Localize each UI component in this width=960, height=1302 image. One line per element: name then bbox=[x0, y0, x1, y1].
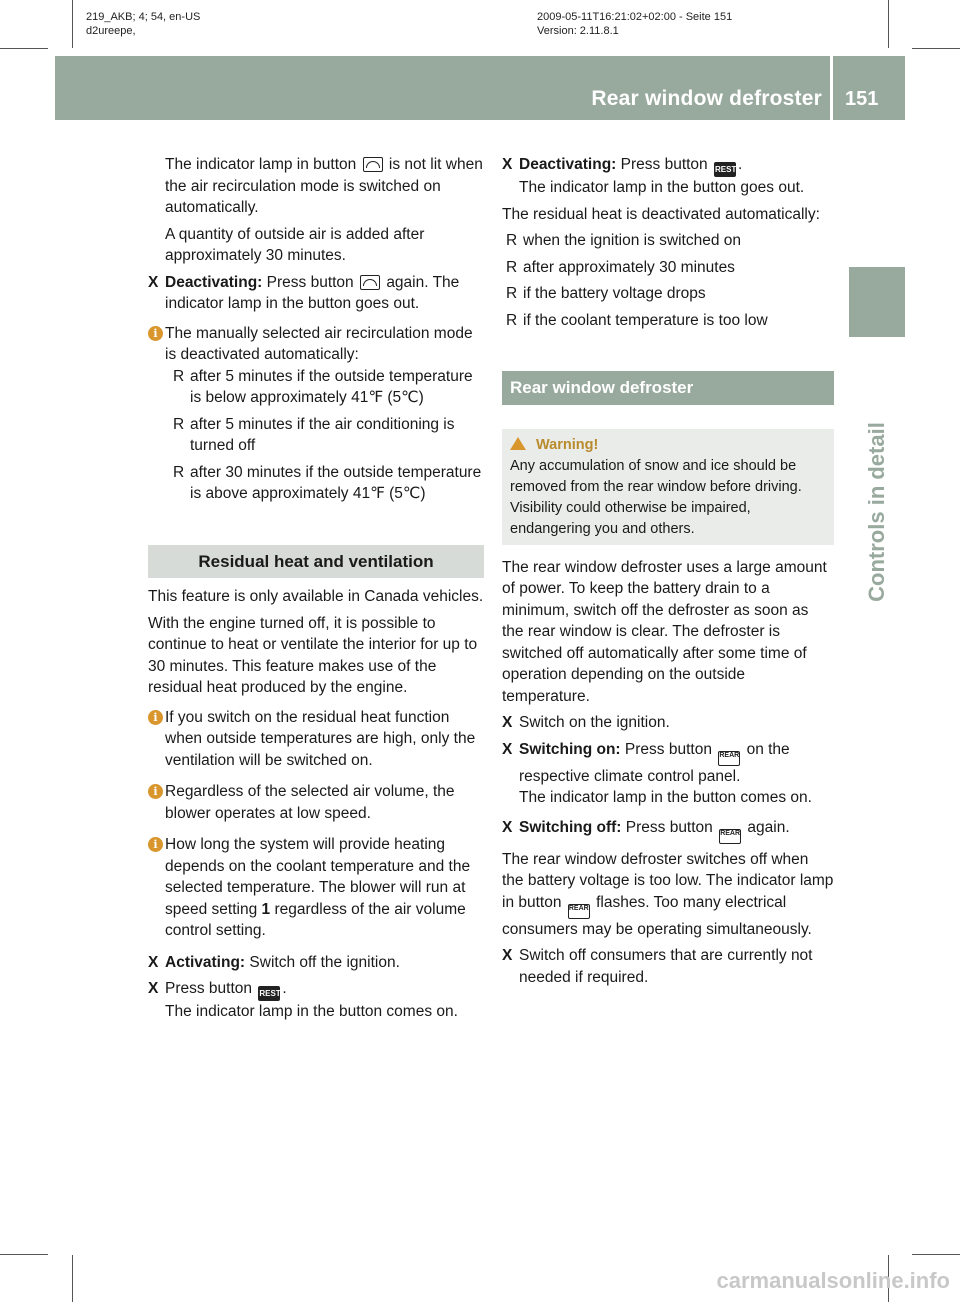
text: if the battery voltage drops bbox=[523, 285, 706, 302]
text: if the coolant temperature is too low bbox=[523, 311, 768, 329]
step-marker-icon: X bbox=[502, 740, 513, 758]
text: Press button bbox=[624, 740, 712, 758]
crop-mark bbox=[912, 1254, 960, 1255]
paragraph bbox=[148, 154, 484, 219]
step-marker-icon: X bbox=[502, 714, 513, 731]
speed-setting: 1 bbox=[261, 900, 271, 918]
info-icon: i bbox=[148, 784, 163, 799]
info-icon: i bbox=[148, 710, 163, 725]
text: Press button bbox=[625, 818, 713, 836]
rest-button-icon: REST bbox=[258, 986, 280, 1001]
list-item bbox=[506, 257, 834, 279]
page-title: Rear window defroster bbox=[591, 87, 822, 110]
chapter-label-text: Controls in detail bbox=[864, 422, 889, 602]
paragraph: The residual heat is deactivated automatically: bbox=[502, 205, 820, 223]
text: after approximately 30 minutes bbox=[523, 258, 735, 276]
text: again. bbox=[747, 818, 790, 836]
list-item bbox=[506, 310, 834, 332]
bullet-icon: R bbox=[506, 285, 518, 302]
text: The indicator lamp in the button comes on. bbox=[519, 789, 812, 806]
info-note bbox=[148, 834, 484, 942]
bullet-icon: R bbox=[173, 463, 185, 481]
page-number: 151 bbox=[845, 88, 879, 110]
bullet-icon: R bbox=[506, 311, 518, 329]
text: If you switch on the residual heat function when outside temperatures are high, only the ventilation will be switched on. bbox=[165, 708, 476, 769]
rear-defroster-button-icon: REAR bbox=[719, 829, 741, 844]
section-heading: Residual heat and ventilation bbox=[148, 545, 484, 579]
info-icon: i bbox=[148, 837, 163, 852]
step-item bbox=[148, 272, 484, 315]
text: after 5 minutes if the air conditioning is turned off bbox=[190, 415, 455, 454]
text: How long the system will provide heating depends on the coolant temperature and the selected temperature. The blower will run at speed setting bbox=[165, 836, 471, 918]
step-label: Deactivating: bbox=[519, 156, 617, 173]
text: again. The indicator lamp in the button goes out. bbox=[165, 273, 460, 312]
step-label: Activating: bbox=[165, 953, 246, 971]
text: Press button bbox=[266, 273, 354, 291]
step-item bbox=[502, 945, 834, 988]
text: The manually selected air recirculation mode is deactivated automatically: bbox=[165, 324, 473, 363]
list-item bbox=[173, 462, 484, 505]
bullet-icon: R bbox=[506, 258, 518, 276]
text: on the respective climate control panel. bbox=[519, 740, 790, 785]
step-item bbox=[502, 817, 834, 844]
warning-text: Any accumulation of snow and ice should be removed from the rear window before driving. Visibility could otherwise be impaired, endangering you and others. bbox=[510, 457, 802, 537]
list-item bbox=[506, 230, 834, 252]
step-label: Switching off: bbox=[519, 818, 622, 836]
recirculation-button-icon bbox=[363, 157, 383, 172]
info-note bbox=[148, 323, 484, 505]
info-icon: i bbox=[148, 326, 163, 341]
text: Press button bbox=[620, 156, 708, 173]
bullet-icon: R bbox=[173, 415, 185, 433]
text: Switch off the ignition. bbox=[249, 953, 400, 971]
rest-button-icon: REST bbox=[714, 162, 736, 177]
print-meta-left bbox=[86, 10, 200, 38]
warning-box bbox=[502, 429, 834, 545]
crop-mark bbox=[888, 0, 889, 48]
crop-mark bbox=[912, 48, 960, 49]
warning-header bbox=[510, 435, 828, 456]
list-item bbox=[173, 366, 484, 409]
print-meta-right bbox=[537, 10, 732, 38]
paragraph: The rear window defroster uses a large amount of power. To keep the battery drain to a minimum, switch off the defroster as soon as the rear window is clear. The defroster is switched off automatically after some time of operation depending on the outside temperature. bbox=[502, 558, 827, 705]
step-marker-icon: X bbox=[148, 953, 159, 971]
left-column bbox=[148, 154, 484, 1028]
bullet-icon: R bbox=[173, 367, 185, 385]
step-marker-icon: X bbox=[502, 156, 513, 173]
crop-mark bbox=[72, 1255, 73, 1302]
text: The indicator lamp in button bbox=[165, 156, 357, 173]
step-marker-icon: X bbox=[502, 947, 513, 964]
step-item bbox=[502, 739, 834, 809]
section-heading: Rear window defroster bbox=[502, 371, 834, 405]
right-column bbox=[502, 154, 834, 993]
text: Press button bbox=[165, 980, 253, 997]
rear-defroster-button-icon: REAR bbox=[718, 751, 740, 766]
text: when the ignition is switched on bbox=[523, 232, 741, 249]
text: The rear window defroster switches off when the battery voltage is too low. The indicator lamp in button bbox=[502, 850, 834, 911]
text: . bbox=[738, 156, 743, 173]
step-item bbox=[502, 712, 834, 734]
step-marker-icon: X bbox=[502, 818, 513, 836]
paragraph: This feature is only available in Canada vehicles. bbox=[148, 588, 484, 605]
paragraph: A quantity of outside air is added after approximately 30 minutes. bbox=[165, 225, 425, 264]
text: is not lit when the air recirculation mode is switched on automatically. bbox=[165, 156, 483, 216]
text: Switch off consumers that are currently not needed if required. bbox=[519, 947, 813, 986]
step-item bbox=[148, 952, 484, 974]
step-marker-icon: X bbox=[148, 273, 159, 291]
step-item bbox=[502, 154, 834, 199]
print-meta-line: d2ureepe, bbox=[86, 25, 136, 37]
step-label: Switching on: bbox=[519, 740, 621, 758]
text: Regardless of the selected air volume, the blower operates at low speed. bbox=[165, 783, 455, 822]
list-item bbox=[506, 283, 834, 305]
paragraph bbox=[502, 849, 834, 941]
paragraph: With the engine turned off, it is possible to continue to heat or ventilate the interior for up to 30 minutes. This feature makes use of the residual heat produced by the engine. bbox=[148, 614, 478, 696]
text: . bbox=[282, 980, 287, 997]
text: The indicator lamp in the button comes on. bbox=[165, 1003, 458, 1020]
warning-icon bbox=[510, 437, 526, 450]
list-item bbox=[173, 414, 484, 457]
crop-mark bbox=[0, 1254, 48, 1255]
info-note bbox=[148, 707, 484, 772]
crop-mark bbox=[0, 48, 48, 49]
warning-title: Warning! bbox=[536, 436, 599, 453]
text: after 5 minutes if the outside temperature is below approximately 41℉ (5℃) bbox=[190, 367, 473, 406]
print-meta-line: 2009-05-11T16:21:02+02:00 - Seite 151 bbox=[537, 11, 733, 23]
header-divider bbox=[830, 56, 833, 120]
print-meta-line: Version: 2.11.8.1 bbox=[537, 25, 619, 37]
rear-defroster-button-icon: REAR bbox=[568, 904, 590, 919]
step-marker-icon: X bbox=[148, 980, 159, 997]
crop-mark bbox=[72, 0, 73, 48]
text: The indicator lamp in the button goes out. bbox=[519, 179, 805, 196]
text: after 30 minutes if the outside temperature is above approximately 41℉ (5℃) bbox=[190, 463, 482, 502]
text: regardless of the air volume control setting. bbox=[165, 900, 466, 939]
watermark: carmanualsonline.info bbox=[716, 1268, 950, 1293]
recirculation-button-icon bbox=[360, 275, 380, 290]
info-note bbox=[148, 781, 484, 824]
step-label: Deactivating: bbox=[165, 273, 263, 291]
print-meta-line: 219_AKB; 4; 54, en-US bbox=[86, 11, 201, 23]
text: flashes. Too many electrical consumers may be operating simultaneously. bbox=[502, 893, 812, 938]
bullet-icon: R bbox=[506, 232, 518, 249]
chapter-tab bbox=[849, 267, 905, 337]
text: Switch on the ignition. bbox=[519, 714, 670, 731]
step-item bbox=[148, 978, 484, 1023]
